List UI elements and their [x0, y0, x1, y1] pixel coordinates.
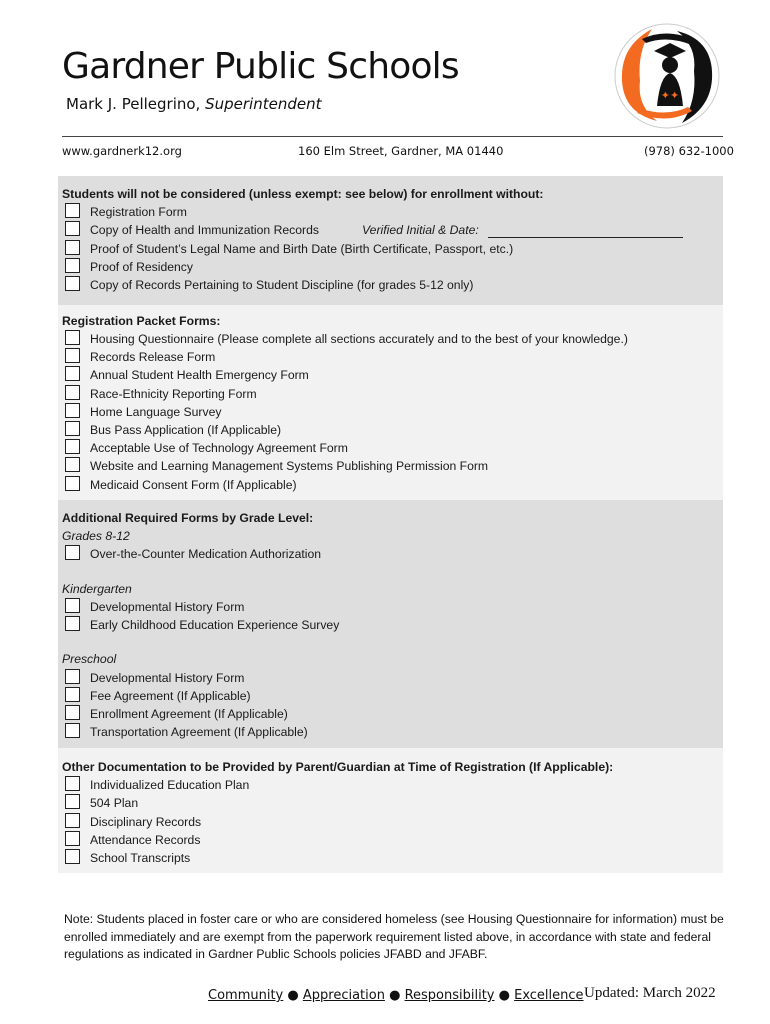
verified-label: Verified Initial & Date: — [362, 223, 479, 237]
list-item: Fee Agreement (If Applicable) — [90, 689, 251, 703]
list-item: Attendance Records — [90, 833, 201, 847]
checkbox[interactable] — [65, 687, 80, 702]
checkbox[interactable] — [65, 330, 80, 345]
checkbox[interactable] — [65, 705, 80, 720]
other-documentation-section — [58, 748, 723, 873]
checkbox[interactable] — [65, 348, 80, 363]
svg-text:✦✦: ✦✦ — [660, 89, 680, 102]
section-heading: Other Documentation to be Provided by Parent/Guardian at Time of Registration (If Applicable): — [62, 760, 614, 774]
list-item: Proof of Residency — [90, 260, 193, 274]
checkbox[interactable] — [65, 276, 80, 291]
checkbox[interactable] — [65, 203, 80, 218]
superintendent-name: Mark J. Pellegrino, — [66, 95, 206, 113]
list-item: Developmental History Form — [90, 671, 245, 685]
list-item: Transportation Agreement (If Applicable) — [90, 725, 308, 739]
list-item: Bus Pass Application (If Applicable) — [90, 423, 282, 437]
list-item: Disciplinary Records — [90, 815, 202, 829]
superintendent-role: Superintendent — [205, 95, 322, 113]
list-item: Home Language Survey — [90, 405, 222, 419]
list-item: Race-Ethnicity Reporting Form — [90, 387, 257, 401]
list-item: School Transcripts — [90, 851, 191, 865]
grade-label: Grades 8-12 — [62, 529, 130, 543]
section-heading: Students will not be considered (unless exempt: see below) for enrollment without: — [62, 187, 544, 201]
checkbox[interactable] — [65, 366, 80, 381]
checkbox[interactable] — [65, 476, 80, 491]
value-responsibility: Responsibility — [404, 988, 495, 1003]
list-item: Housing Questionnaire (Please complete all sections accurately and to the best of your knowledge.) — [90, 332, 628, 346]
checkbox[interactable] — [65, 616, 80, 631]
school-logo — [612, 21, 722, 131]
checkbox[interactable] — [65, 439, 80, 454]
checkbox[interactable] — [65, 598, 80, 613]
phone: (978) 632-1000 — [644, 144, 734, 158]
value-excellence: Excellence — [514, 988, 584, 1003]
value-appreciation: Appreciation — [302, 988, 385, 1003]
list-item: Early Childhood Education Experience Survey — [90, 618, 340, 632]
checkbox[interactable] — [65, 403, 80, 418]
list-item: Copy of Records Pertaining to Student Discipline (for grades 5-12 only) — [90, 278, 474, 292]
superintendent-line — [66, 95, 321, 113]
list-item: Individualized Education Plan — [90, 778, 250, 792]
checkbox[interactable] — [65, 794, 80, 809]
checkbox[interactable] — [65, 421, 80, 436]
section-heading: Additional Required Forms by Grade Level: — [62, 511, 314, 525]
header-divider — [62, 136, 723, 137]
list-item: Over-the-Counter Medication Authorization — [90, 547, 322, 561]
required-documents-section — [58, 176, 723, 305]
checkbox[interactable] — [65, 849, 80, 864]
grade-label: Preschool — [62, 652, 117, 666]
list-item: 504 Plan — [90, 796, 139, 810]
bullet: ● — [384, 988, 405, 1003]
list-item: Acceptable Use of Technology Agreement Form — [90, 441, 348, 455]
checkbox[interactable] — [65, 776, 80, 791]
bullet: ● — [283, 988, 303, 1003]
address: 160 Elm Street, Gardner, MA 01440 — [298, 144, 504, 158]
page-title: Gardner Public Schools — [62, 46, 459, 87]
footer-values — [208, 988, 584, 1003]
list-item: Developmental History Form — [90, 600, 245, 614]
list-item: Copy of Health and Immunization Records — [90, 223, 319, 237]
grade-label: Kindergarten — [62, 582, 132, 596]
list-item: Proof of Student’s Legal Name and Birth Date (Birth Certificate, Passport, etc.) — [90, 242, 514, 256]
list-item: Registration Form — [90, 205, 187, 219]
list-item: Website and Learning Management Systems Publishing Permission Form — [90, 459, 489, 473]
checkbox[interactable] — [65, 723, 80, 738]
checkbox[interactable] — [65, 831, 80, 846]
checkbox[interactable] — [65, 240, 80, 255]
checkbox[interactable] — [65, 669, 80, 684]
registration-packet-section — [58, 305, 723, 500]
checkbox[interactable] — [65, 813, 80, 828]
updated-date: Updated: March 2022 — [584, 985, 716, 1001]
grade-level-forms-section — [58, 500, 723, 748]
list-item: Records Release Form — [90, 350, 216, 364]
checkbox[interactable] — [65, 258, 80, 273]
foster-care-note: Note: Students placed in foster care or who are considered homeless (see Housing Questionnaire for information) must be enrolled immediately and are exempt from the paperwork requirement listed above, in accordance with state and federal regulations as indicated in Gardner Public Schools policies JFABD and JFABF. — [64, 912, 724, 961]
checkbox[interactable] — [65, 457, 80, 472]
value-community: Community — [208, 988, 284, 1003]
list-item: Annual Student Health Emergency Form — [90, 368, 309, 382]
website-link[interactable]: www.gardnerk12.org — [62, 144, 182, 158]
list-item: Enrollment Agreement (If Applicable) — [90, 707, 288, 721]
bullet: ● — [494, 988, 515, 1003]
section-heading: Registration Packet Forms: — [62, 314, 221, 328]
list-item: Medicaid Consent Form (If Applicable) — [90, 478, 297, 492]
checkbox[interactable] — [65, 545, 80, 560]
checkbox[interactable] — [65, 385, 80, 400]
checkbox[interactable] — [65, 221, 80, 236]
verified-signature-line[interactable] — [488, 237, 683, 238]
